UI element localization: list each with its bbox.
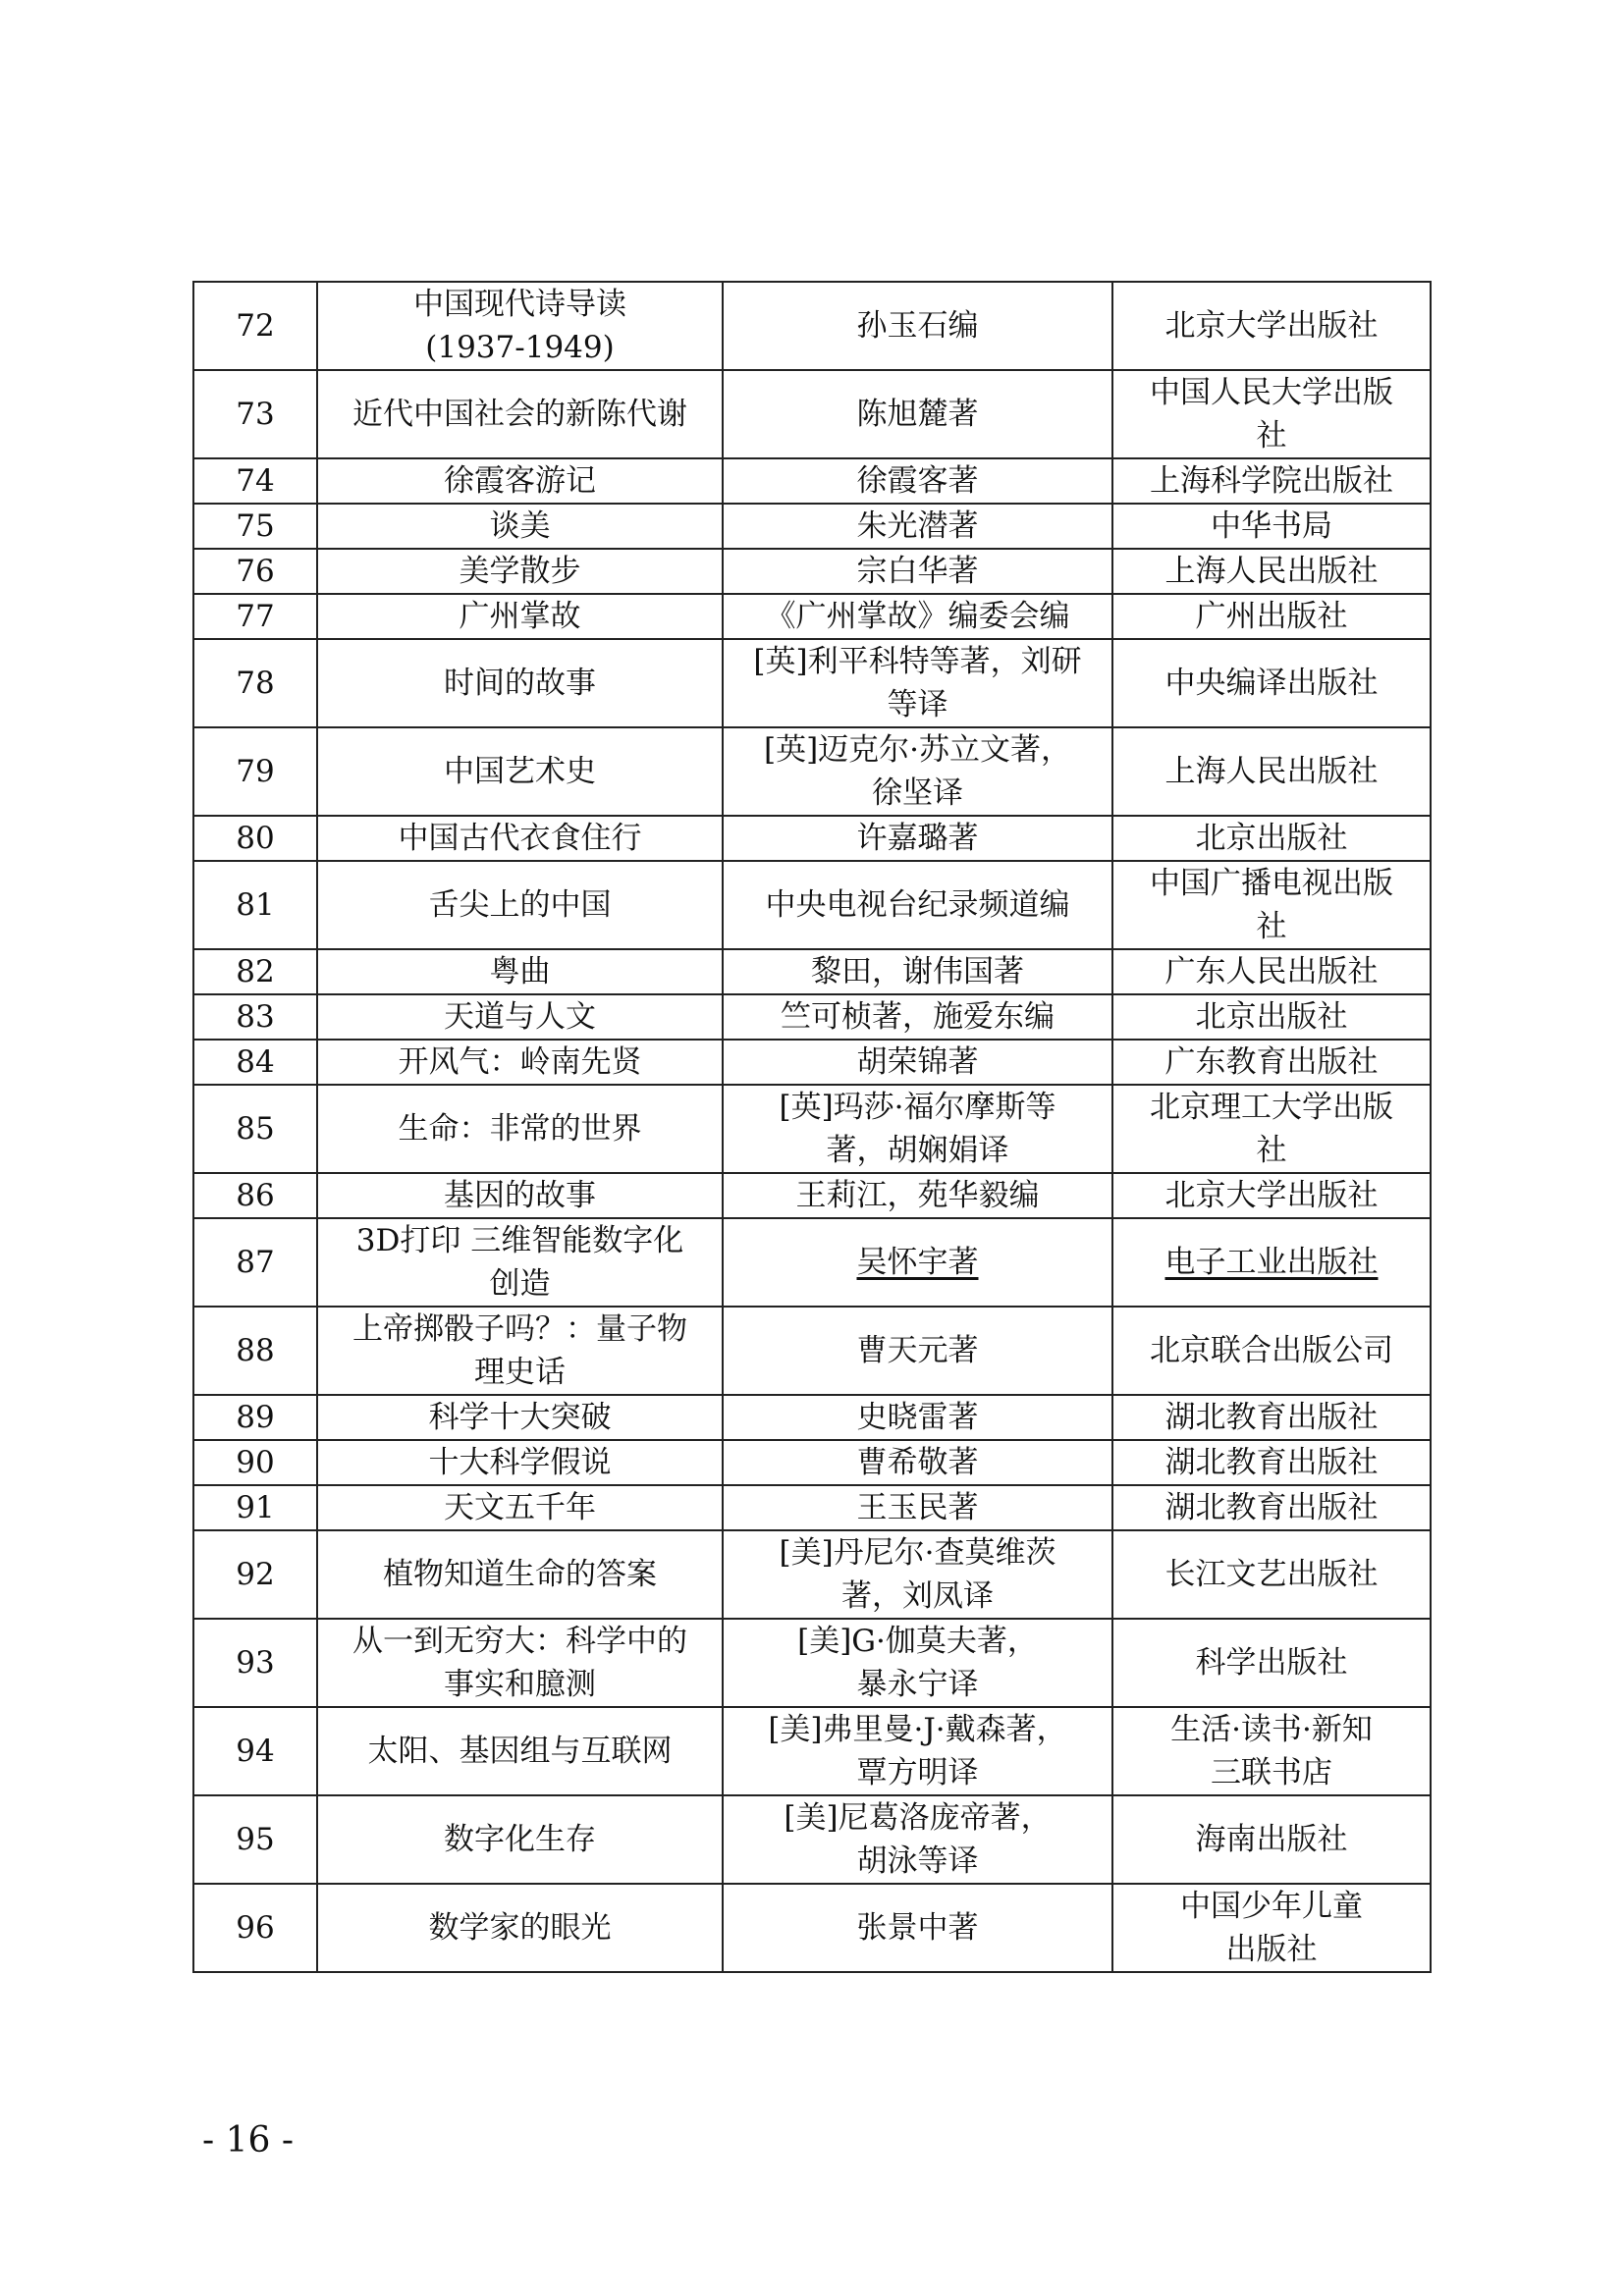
table-row [193,594,1431,639]
book-title-cell: 数学家的眼光 [317,1884,723,1972]
book-title-cell: 科学十大突破 [317,1395,723,1440]
book-author-cell: 张景中著 [723,1884,1112,1972]
book-author-cell: 曹天元著 [723,1307,1112,1395]
table-row [193,549,1431,594]
book-author-cell: 朱光潜著 [723,504,1112,549]
reading-list-body [193,282,1431,1972]
table-row [193,1619,1431,1707]
row-number-cell: 82 [193,949,317,994]
table-row [193,994,1431,1040]
book-title-cell: 3D打印 三维智能数字化 创造 [317,1218,723,1307]
book-author-cell: [美]G·伽莫夫著， 暴永宁译 [723,1619,1112,1707]
table-row [193,282,1431,370]
book-publisher-cell: 北京联合出版公司 [1112,1307,1431,1395]
table-row [193,1173,1431,1218]
book-title-cell: 天文五千年 [317,1485,723,1530]
row-number-cell: 88 [193,1307,317,1395]
book-title-cell: 天道与人文 [317,994,723,1040]
book-author-cell: [美]弗里曼·J·戴森著， 覃方明译 [723,1707,1112,1795]
row-number-cell: 76 [193,549,317,594]
table-row [193,1395,1431,1440]
book-author-cell: 许嘉璐著 [723,816,1112,861]
book-publisher-cell: 中国广播电视出版 社 [1112,861,1431,949]
book-title-cell: 基因的故事 [317,1173,723,1218]
book-author-cell: 黎田，谢伟国著 [723,949,1112,994]
row-number-cell: 96 [193,1884,317,1972]
book-publisher-cell: 中央编译出版社 [1112,639,1431,727]
book-author-cell: 王莉江，苑华毅编 [723,1173,1112,1218]
book-publisher-cell: 北京出版社 [1112,994,1431,1040]
table-row [193,370,1431,458]
book-publisher-cell: 中国少年儿童 出版社 [1112,1884,1431,1972]
book-title-cell: 徐霞客游记 [317,458,723,504]
row-number-cell: 87 [193,1218,317,1307]
row-number-cell: 80 [193,816,317,861]
table-row [193,1440,1431,1485]
book-publisher-cell: 北京理工大学出版 社 [1112,1085,1431,1173]
row-number-cell: 73 [193,370,317,458]
book-author-cell: 吴怀宇著 [723,1218,1112,1307]
book-author-cell: 中央电视台纪录频道编 [723,861,1112,949]
table-row [193,1040,1431,1085]
book-publisher-cell: 上海人民出版社 [1112,549,1431,594]
book-author-cell: 《广州掌故》编委会编 [723,594,1112,639]
row-number-cell: 79 [193,727,317,816]
book-publisher-cell: 上海科学院出版社 [1112,458,1431,504]
book-publisher-cell: 湖北教育出版社 [1112,1485,1431,1530]
table-row [193,949,1431,994]
book-title-cell: 十大科学假说 [317,1440,723,1485]
row-number-cell: 72 [193,282,317,370]
row-number-cell: 83 [193,994,317,1040]
book-publisher-cell: 北京出版社 [1112,816,1431,861]
row-number-cell: 81 [193,861,317,949]
book-title-cell: 生命：非常的世界 [317,1085,723,1173]
book-publisher-cell: 中国人民大学出版 社 [1112,370,1431,458]
book-author-cell: 史晓雷著 [723,1395,1112,1440]
row-number-cell: 93 [193,1619,317,1707]
table-row [193,727,1431,816]
book-publisher-cell: 生活·读书·新知 三联书店 [1112,1707,1431,1795]
row-number-cell: 77 [193,594,317,639]
table-row [193,1884,1431,1972]
table-row [193,458,1431,504]
book-author-cell: 宗白华著 [723,549,1112,594]
book-title-cell: 时间的故事 [317,639,723,727]
table-row [193,1530,1431,1619]
row-number-cell: 84 [193,1040,317,1085]
book-publisher-cell: 湖北教育出版社 [1112,1440,1431,1485]
book-author-cell: 王玉民著 [723,1485,1112,1530]
book-title-cell: 开风气：岭南先贤 [317,1040,723,1085]
book-title-cell: 上帝掷骰子吗？：量子物 理史话 [317,1307,723,1395]
book-title-cell: 太阳、基因组与互联网 [317,1707,723,1795]
book-title-cell: 广州掌故 [317,594,723,639]
book-title-cell: 中国古代衣食住行 [317,816,723,861]
page-number: - 16 - [202,2120,295,2161]
book-title-cell: 近代中国社会的新陈代谢 [317,370,723,458]
book-publisher-cell: 上海人民出版社 [1112,727,1431,816]
book-author-cell: [英]玛莎·福尔摩斯等 著，胡娴娟译 [723,1085,1112,1173]
row-number-cell: 92 [193,1530,317,1619]
row-number-cell: 75 [193,504,317,549]
book-author-cell: 竺可桢著，施爱东编 [723,994,1112,1040]
row-number-cell: 95 [193,1795,317,1884]
row-number-cell: 89 [193,1395,317,1440]
table-row [193,1485,1431,1530]
table-row [193,1085,1431,1173]
book-title-cell: 数字化生存 [317,1795,723,1884]
book-publisher-cell: 广东人民出版社 [1112,949,1431,994]
book-title-cell: 美学散步 [317,549,723,594]
row-number-cell: 90 [193,1440,317,1485]
row-number-cell: 85 [193,1085,317,1173]
book-publisher-cell: 北京大学出版社 [1112,1173,1431,1218]
book-author-cell: 孙玉石编 [723,282,1112,370]
row-number-cell: 74 [193,458,317,504]
book-author-cell: [英]利平科特等著，刘研 等译 [723,639,1112,727]
book-publisher-cell: 广州出版社 [1112,594,1431,639]
row-number-cell: 78 [193,639,317,727]
book-author-cell: [英]迈克尔·苏立文著， 徐坚译 [723,727,1112,816]
book-author-cell: 徐霞客著 [723,458,1112,504]
row-number-cell: 91 [193,1485,317,1530]
table-row [193,1307,1431,1395]
book-publisher-cell: 长江文艺出版社 [1112,1530,1431,1619]
table-row [193,861,1431,949]
table-row [193,639,1431,727]
book-title-cell: 植物知道生命的答案 [317,1530,723,1619]
table-row [193,504,1431,549]
table-row [193,816,1431,861]
row-number-cell: 86 [193,1173,317,1218]
book-publisher-cell: 广东教育出版社 [1112,1040,1431,1085]
book-author-cell: 陈旭麓著 [723,370,1112,458]
book-publisher-cell: 湖北教育出版社 [1112,1395,1431,1440]
table-row [193,1707,1431,1795]
book-title-cell: 粤曲 [317,949,723,994]
book-title-cell: 舌尖上的中国 [317,861,723,949]
reading-list-table [192,281,1432,1973]
book-title-cell: 中国艺术史 [317,727,723,816]
book-title-cell: 谈美 [317,504,723,549]
book-author-cell: [美]丹尼尔·查莫维茨 著，刘凤译 [723,1530,1112,1619]
book-author-cell: 曹希敬著 [723,1440,1112,1485]
book-publisher-cell: 海南出版社 [1112,1795,1431,1884]
table-row [193,1218,1431,1307]
book-author-cell: 胡荣锦著 [723,1040,1112,1085]
book-title-cell: 从一到无穷大：科学中的 事实和臆测 [317,1619,723,1707]
book-publisher-cell: 电子工业出版社 [1112,1218,1431,1307]
row-number-cell: 94 [193,1707,317,1795]
book-publisher-cell: 北京大学出版社 [1112,282,1431,370]
book-publisher-cell: 科学出版社 [1112,1619,1431,1707]
table-row [193,1795,1431,1884]
book-author-cell: [美]尼葛洛庞帝著， 胡泳等译 [723,1795,1112,1884]
book-publisher-cell: 中华书局 [1112,504,1431,549]
book-title-cell: 中国现代诗导读 (1937-1949) [317,282,723,370]
